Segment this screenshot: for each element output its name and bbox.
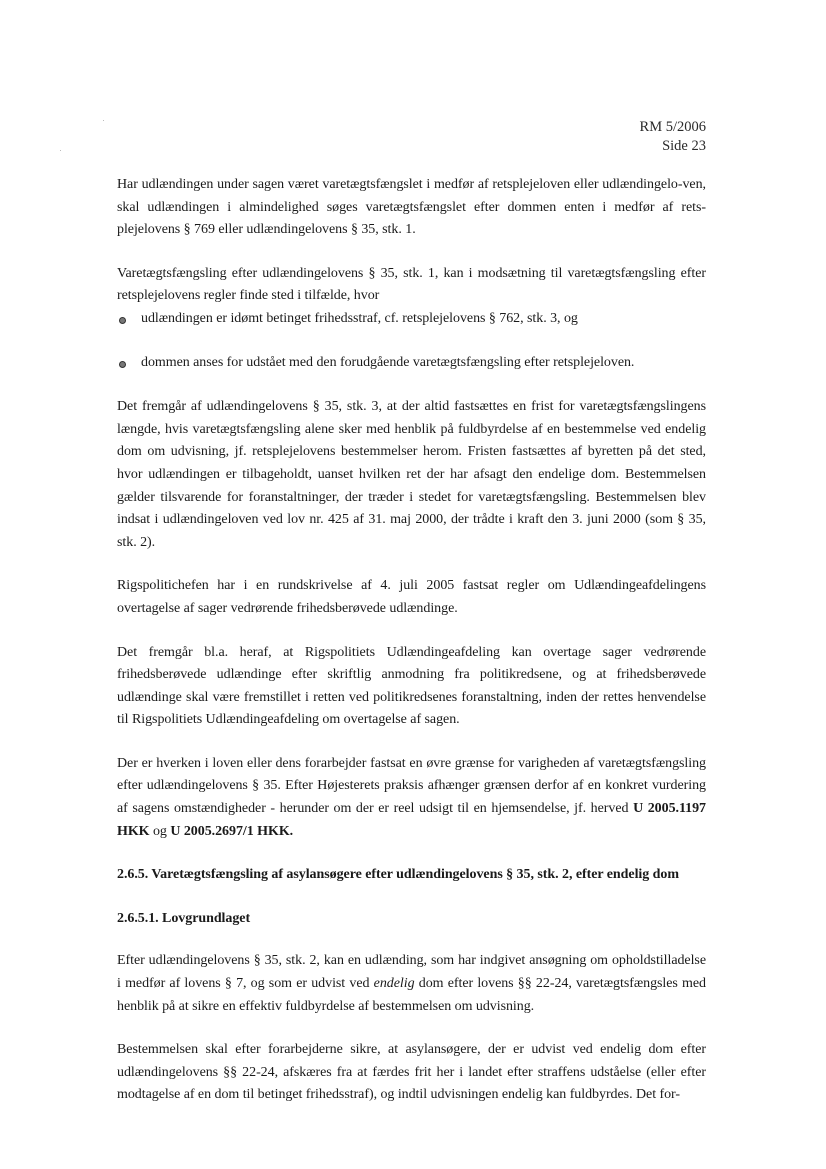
paragraph-3: Det fremgår af udlændingelovens § 35, stk. 3, at der altid fastsættes en frist for varetægtsfængslingens længde, hvis varetægtsfængsling alene sker med henblik på fuldbyrdelse af en bestemmelse ved endelig dom om udvisning, jf. retsplejelovens bestemmelser herom. Fristen fastsættes af byretten på det sted, hvor udlændingen er tilbageholdt, uanset hvilken ret der har afsagt den endelige dom. Bestemmelsen gælder tilsvarende for foranstaltninger, der træder i stedet for varetægtsfængsling. Bestemmelsen blev indsat i udlændingeloven ved lov nr. 425 af 31. maj 2000, der trådte i kraft den 3. juni 2000 (som § 35, stk. 2). — [117, 399, 706, 550]
paragraph-8: Bestemmelsen skal efter forarbejderne sikre, at asylansøgere, der er udvist ved endelig dom efter udlændingelovens §§ 22-24, afskæres fra at færdes frit her i landet efter straffens udståelse (eller efter modtagelse af en dom til betinget frihedsstraf), og indtil udvisningen endelig kan fuldbyrdes. Det for- — [117, 1042, 706, 1103]
paragraph-5: Det fremgår bl.a. heraf, at Rigspolitiets Udlændingeafdeling kan overtage sager vedrørende frihedsberøvede udlændinge efter skriftlig anmodning fra politikredsene, og at frihedsberøvede udlændinge skal være fremstillet i retten ved politikredsenes foranstaltning, inden der rettes henvendelse til Rigspolitiets Udlændingeafdeling om overtagelse af sagen. — [117, 644, 706, 728]
bullet-icon — [119, 317, 126, 324]
list-item — [117, 352, 706, 375]
document-body — [117, 174, 706, 1128]
list-item — [117, 308, 706, 331]
subsection-heading: 2.6.5.1. Lovgrundlaget — [117, 910, 251, 926]
scan-speck — [103, 120, 104, 121]
paragraph-7-emphasis: endelig — [373, 976, 415, 992]
case-reference-2: U 2005.2697/1 HKK. — [170, 823, 294, 839]
paragraph-4: Rigspolitichefen har i en rundskrivelse af 4. juli 2005 fastsat regler om Udlændingeafdelingens overtagelse af sager vedrørende frihedsberøvede udlændinge. — [117, 578, 706, 616]
page-header — [640, 118, 706, 156]
paragraph-6-text: Der er hverken i loven eller dens forarbejder fastsat en øvre grænse for varigheden af varetægtsfængsling efter udlændingelovens § 35. Efter Højesterets praksis afhænger grænsen derfor af en konkret vurdering af sagens omstændigheder - herunder om der er reel udsigt til en hjemsendelse, jf. herved — [117, 755, 706, 817]
bullet-list — [117, 308, 706, 374]
paragraph-1: Har udlændingen under sagen været varetægtsfængslet i medfør af retsplejeloven eller udlændingelo-ven, skal udlændingen i almindelighed søges varetægtsfængslet efter dommen enten i medfør af rets-plejelovens § 769 eller udlændingelovens § 35, stk. 1. — [117, 177, 706, 238]
paragraph-7 — [117, 950, 706, 1018]
case-reference-1: U 2005.1197 HKK — [117, 801, 706, 839]
list-item-text: dommen anses for udstået med den forudgående varetægtsfængsling efter retsplejeloven. — [141, 354, 635, 370]
list-item-text: udlændingen er idømt betinget frihedsstraf, cf. retsplejelovens § 762, stk. 3, og — [141, 310, 578, 326]
paragraph-7-text-a: Efter udlændingelovens § 35, stk. 2, kan en udlænding, som har indgivet ansøgning om opholdstilladelse i medfør af lovens § 7, og som er udvist ved — [117, 953, 706, 992]
document-reference: RM 5/2006 — [639, 119, 706, 135]
page-number: Side 23 — [662, 138, 706, 154]
paragraph-6 — [117, 753, 706, 843]
paragraph-6-conjunction: og — [149, 823, 171, 839]
bullet-icon — [119, 361, 126, 368]
section-heading: 2.6.5. Varetægtsfængsling af asylansøgere efter udlændingelovens § 35, stk. 2, efter endelig dom — [117, 867, 679, 883]
scan-speck — [60, 150, 61, 151]
paragraph-7-text-b: dom efter lovens §§ 22-24, varetægtsfængsles med henblik på at sikre en effektiv fuldbyrdelse af bestemmelsen om udvisning. — [117, 976, 706, 1014]
paragraph-2-intro: Varetægtsfængsling efter udlændingelovens § 35, stk. 1, kan i modsætning til varetægtsfængsling efter retsplejelovens regler finde sted i tilfælde, hvor — [117, 265, 706, 304]
